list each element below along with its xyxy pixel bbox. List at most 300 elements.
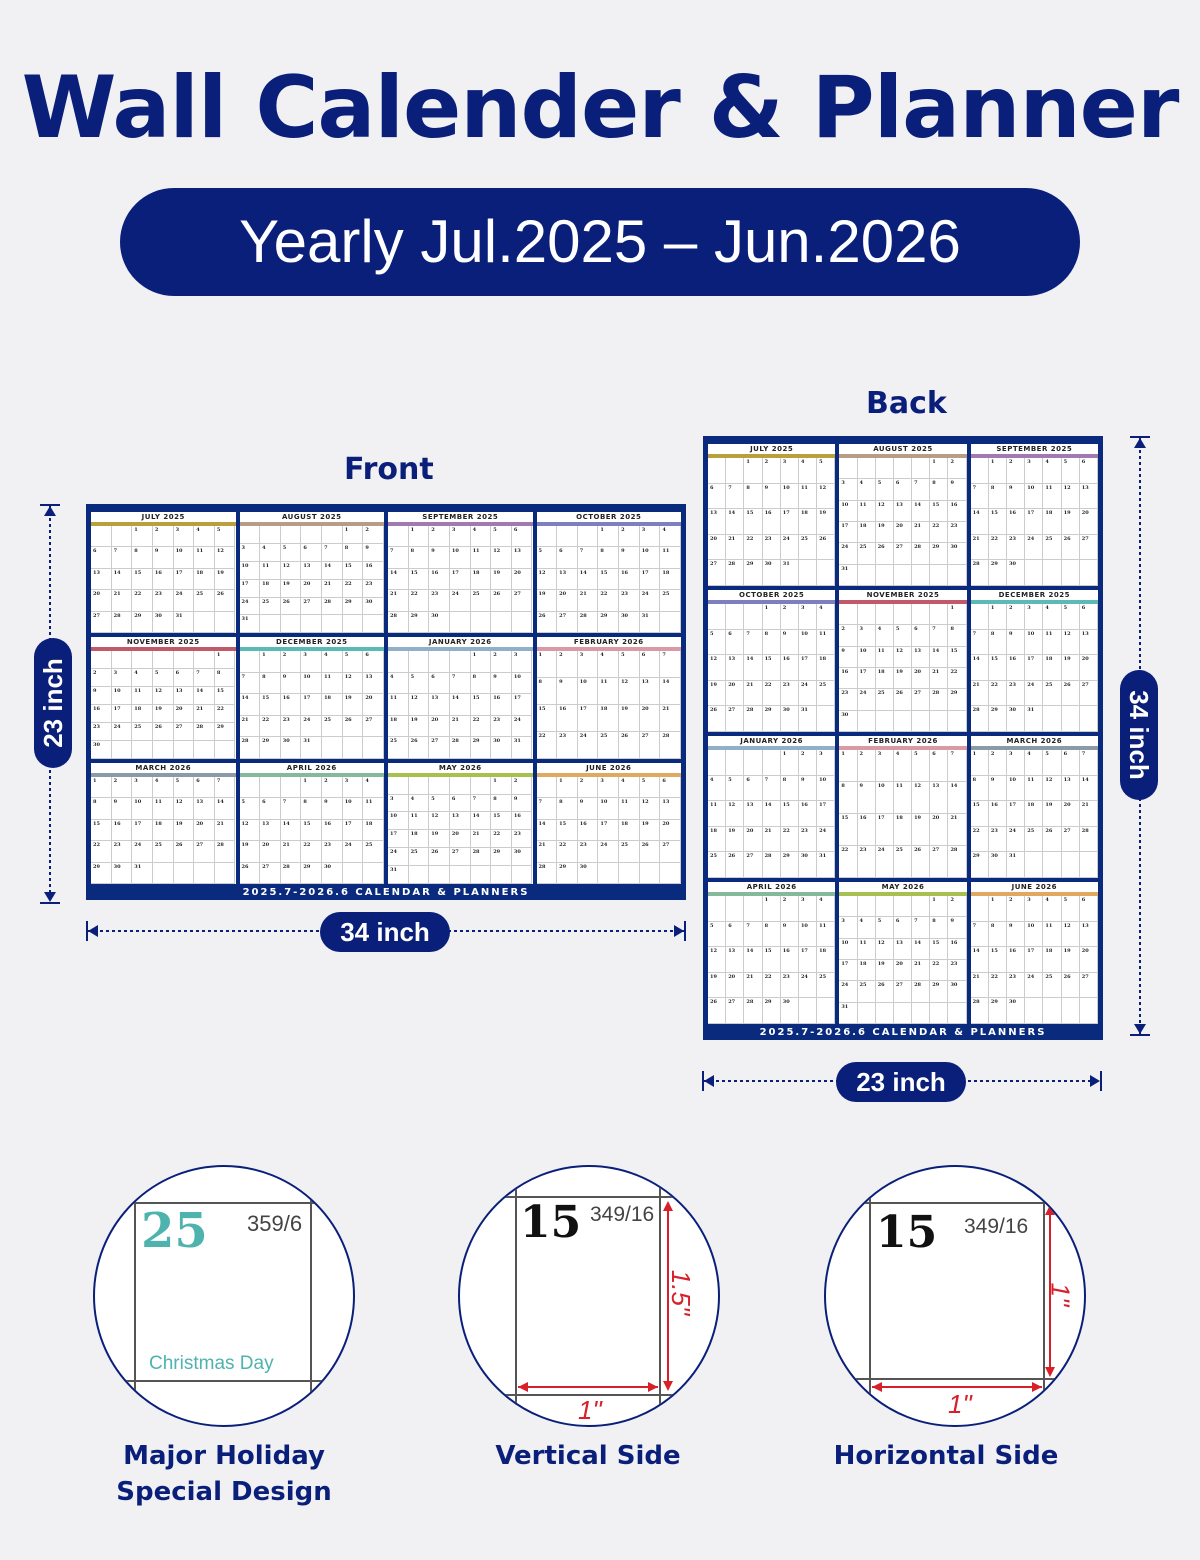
day-cell: 7 <box>660 651 681 678</box>
day-cell: 10 <box>343 798 364 819</box>
day-cell: 22 <box>839 846 857 878</box>
day-cell <box>174 651 195 669</box>
horizontal-bottom-dimension: 1" <box>948 1389 972 1419</box>
day-cell: 6 <box>1062 750 1080 776</box>
day-cell: 9 <box>153 547 174 568</box>
day-cell: 24 <box>388 848 409 866</box>
holiday-caption-line1: Major Holiday <box>123 1441 325 1471</box>
day-cell: 4 <box>388 673 409 694</box>
day-cell: 25 <box>132 723 153 741</box>
day-cell: 8 <box>763 630 781 656</box>
front-month-11 <box>537 763 682 884</box>
day-cell: 19 <box>215 569 236 590</box>
day-cell: 10 <box>799 922 817 948</box>
day-cell: 2 <box>322 777 343 798</box>
day-cell: 28 <box>471 848 492 866</box>
day-cell: 14 <box>450 694 471 715</box>
day-cell: 1 <box>491 777 512 795</box>
day-cell <box>322 615 343 633</box>
day-cell: 8 <box>989 630 1007 656</box>
day-cell: 4 <box>660 526 681 547</box>
day-cell: 16 <box>578 820 599 841</box>
day-cell: 9 <box>429 547 450 568</box>
day-cell: 9 <box>1007 484 1025 510</box>
day-cell <box>876 565 894 586</box>
day-cell: 1 <box>409 526 430 547</box>
day-cell: 16 <box>989 801 1007 827</box>
day-cell: 30 <box>948 981 966 1002</box>
month-name: MAY 2026 <box>438 763 482 772</box>
month-day-grid <box>240 651 385 758</box>
day-cell: 9 <box>799 776 817 802</box>
day-cell: 15 <box>989 947 1007 973</box>
day-cell: 11 <box>799 484 817 510</box>
day-cell: 17 <box>858 668 876 689</box>
day-cell: 11 <box>388 694 409 715</box>
day-cell: 14 <box>322 562 343 580</box>
day-cell: 2 <box>781 604 799 630</box>
day-cell <box>1062 706 1080 732</box>
day-cell: 13 <box>912 647 930 668</box>
front-month-3 <box>537 512 682 633</box>
day-cell: 14 <box>215 798 236 819</box>
day-cell: 10 <box>450 547 471 568</box>
day-cell: 31 <box>174 612 195 633</box>
day-cell: 6 <box>894 479 912 500</box>
day-cell: 17 <box>343 820 364 841</box>
day-cell: 18 <box>153 820 174 841</box>
day-cell: 25 <box>1043 973 1061 999</box>
front-height-label: 23 inch <box>38 658 68 748</box>
day-cell: 14 <box>971 947 989 973</box>
back-month-0 <box>708 444 835 586</box>
day-cell: 3 <box>388 795 409 813</box>
month-name: JULY 2025 <box>141 513 185 521</box>
day-cell: 13 <box>260 820 281 841</box>
front-width-label: 34 inch <box>320 912 450 952</box>
day-cell: 9 <box>948 479 966 500</box>
day-cell: 18 <box>322 694 343 715</box>
day-cell: 29 <box>763 706 781 732</box>
day-cell: 3 <box>240 544 261 562</box>
day-cell: 26 <box>215 590 236 611</box>
day-cell <box>153 741 174 759</box>
day-cell: 28 <box>948 846 966 878</box>
month-name: SEPTEMBER 2025 <box>996 445 1073 453</box>
day-cell: 24 <box>598 841 619 862</box>
day-cell: 26 <box>708 706 726 732</box>
day-cell: 10 <box>578 678 599 705</box>
month-name: FEBRUARY 2026 <box>573 638 644 647</box>
day-cell <box>876 711 894 732</box>
day-cell: 24 <box>240 598 261 616</box>
day-cell: 9 <box>322 798 343 819</box>
day-cell: 29 <box>930 543 948 564</box>
day-cell: 23 <box>153 590 174 611</box>
day-cell <box>112 741 133 759</box>
day-cell: 9 <box>839 647 857 668</box>
day-cell: 21 <box>471 830 492 848</box>
day-cell <box>409 777 430 795</box>
day-cell: 7 <box>578 547 599 568</box>
day-cell: 4 <box>471 526 492 547</box>
day-cell: 24 <box>876 846 894 878</box>
day-cell: 12 <box>817 484 835 510</box>
day-cell: 5 <box>429 795 450 813</box>
day-cell: 8 <box>301 798 322 819</box>
day-cell: 1 <box>598 526 619 547</box>
day-cell: 18 <box>471 569 492 590</box>
month-day-grid <box>388 777 533 884</box>
day-cell: 16 <box>512 812 533 830</box>
day-cell: 16 <box>491 694 512 715</box>
day-cell: 23 <box>112 841 133 862</box>
day-cell: 2 <box>1007 604 1025 630</box>
day-cell: 12 <box>1062 630 1080 656</box>
day-cell: 26 <box>876 543 894 564</box>
day-cell: 3 <box>343 777 364 798</box>
day-cell <box>598 863 619 884</box>
day-cell <box>912 711 930 732</box>
day-cell: 14 <box>1080 776 1098 802</box>
day-cell: 4 <box>1025 750 1043 776</box>
day-cell: 8 <box>132 547 153 568</box>
day-cell: 20 <box>640 705 661 732</box>
day-cell: 1 <box>537 651 558 678</box>
month-name: DECEMBER 2025 <box>998 591 1071 599</box>
day-cell: 24 <box>1007 827 1025 853</box>
day-cell: 9 <box>557 678 578 705</box>
day-cell: 27 <box>1080 973 1098 999</box>
day-cell: 23 <box>799 827 817 853</box>
day-cell: 30 <box>781 998 799 1024</box>
day-cell <box>388 526 409 547</box>
day-cell <box>971 604 989 630</box>
day-cell: 17 <box>112 705 133 723</box>
day-cell: 15 <box>948 647 966 668</box>
day-cell: 2 <box>948 458 966 479</box>
day-cell: 24 <box>450 590 471 611</box>
month-day-grid <box>708 896 835 1024</box>
day-cell: 11 <box>876 647 894 668</box>
day-cell: 11 <box>153 798 174 819</box>
day-cell <box>240 526 261 544</box>
day-cell: 12 <box>1043 776 1061 802</box>
day-cell <box>471 866 492 884</box>
day-cell: 3 <box>174 526 195 547</box>
day-cell: 4 <box>409 795 430 813</box>
day-cell: 3 <box>598 777 619 798</box>
day-cell <box>363 863 384 884</box>
day-cell: 29 <box>744 560 762 586</box>
front-month-9 <box>240 763 385 884</box>
day-cell: 11 <box>660 547 681 568</box>
day-cell <box>240 777 261 798</box>
day-cell: 28 <box>930 689 948 710</box>
day-cell <box>343 615 364 633</box>
day-cell: 11 <box>598 678 619 705</box>
day-cell: 14 <box>194 687 215 705</box>
day-cell <box>912 896 930 917</box>
day-cell: 8 <box>948 625 966 646</box>
day-cell: 20 <box>429 716 450 737</box>
day-cell: 19 <box>876 522 894 543</box>
day-cell: 22 <box>763 973 781 999</box>
back-height-label: 34 inch <box>1124 690 1154 780</box>
day-cell: 17 <box>1007 801 1025 827</box>
day-cell: 27 <box>194 841 215 862</box>
day-cell: 29 <box>260 737 281 758</box>
day-cell: 25 <box>409 848 430 866</box>
day-cell <box>1043 998 1061 1024</box>
day-cell: 12 <box>240 820 261 841</box>
day-cell: 20 <box>660 820 681 841</box>
day-cell: 21 <box>744 681 762 707</box>
day-cell: 7 <box>971 630 989 656</box>
day-cell <box>281 526 302 544</box>
day-cell: 12 <box>429 812 450 830</box>
day-cell: 21 <box>971 535 989 561</box>
day-cell: 19 <box>817 509 835 535</box>
day-cell: 4 <box>153 777 174 798</box>
day-cell: 30 <box>153 612 174 633</box>
day-cell: 19 <box>409 716 430 737</box>
day-cell: 24 <box>781 535 799 561</box>
day-cell: 23 <box>619 590 640 611</box>
day-cell: 11 <box>260 562 281 580</box>
day-cell: 5 <box>409 673 430 694</box>
day-cell: 25 <box>858 981 876 1002</box>
day-cell: 5 <box>894 625 912 646</box>
day-cell: 5 <box>708 630 726 656</box>
day-cell: 27 <box>260 863 281 884</box>
day-cell: 1 <box>260 651 281 672</box>
day-cell: 30 <box>112 863 133 884</box>
day-cell: 13 <box>708 509 726 535</box>
day-cell: 8 <box>537 678 558 705</box>
day-cell: 20 <box>1080 509 1098 535</box>
day-cell: 2 <box>839 625 857 646</box>
front-month-5 <box>240 637 385 758</box>
day-cell: 4 <box>194 526 215 547</box>
day-cell: 29 <box>948 689 966 710</box>
day-cell: 3 <box>817 750 835 776</box>
month-name: MAY 2026 <box>881 883 925 891</box>
day-cell: 25 <box>1043 535 1061 561</box>
vertical-side-dimension: 1.5" <box>666 1269 697 1316</box>
month-day-grid <box>91 651 236 758</box>
day-cell: 7 <box>450 673 471 694</box>
day-cell: 28 <box>215 841 236 862</box>
day-cell: 4 <box>817 604 835 630</box>
day-cell <box>640 863 661 884</box>
day-cell: 3 <box>799 896 817 922</box>
day-cell: 23 <box>281 716 302 737</box>
day-cell: 10 <box>799 630 817 656</box>
day-cell: 28 <box>450 737 471 758</box>
day-cell: 8 <box>763 922 781 948</box>
day-cell: 9 <box>781 922 799 948</box>
month-day-grid <box>971 750 1098 878</box>
day-cell: 23 <box>948 522 966 543</box>
day-cell: 13 <box>450 812 471 830</box>
day-cell: 9 <box>512 795 533 813</box>
day-cell: 15 <box>989 509 1007 535</box>
back-month-1 <box>839 444 966 586</box>
day-cell: 6 <box>1080 896 1098 922</box>
day-cell: 2 <box>512 777 533 795</box>
day-cell <box>281 615 302 633</box>
day-cell: 4 <box>858 479 876 500</box>
day-cell: 15 <box>930 501 948 522</box>
day-cell: 27 <box>708 560 726 586</box>
day-cell <box>858 565 876 586</box>
day-cell: 26 <box>640 841 661 862</box>
day-cell: 27 <box>726 998 744 1024</box>
day-cell <box>174 863 195 884</box>
day-cell: 3 <box>512 651 533 672</box>
day-cell: 8 <box>215 669 236 687</box>
day-cell: 31 <box>817 852 835 878</box>
vertical-bottom-dimension: 1" <box>578 1395 602 1425</box>
day-cell: 16 <box>619 569 640 590</box>
day-cell: 21 <box>763 827 781 853</box>
day-cell: 15 <box>839 814 857 846</box>
day-cell: 12 <box>876 939 894 960</box>
day-cell <box>1062 560 1080 586</box>
day-cell: 25 <box>194 590 215 611</box>
day-cell: 19 <box>726 827 744 853</box>
day-cell: 25 <box>708 852 726 878</box>
horizontal-day-number: 15 <box>876 1207 938 1258</box>
day-cell: 14 <box>578 569 599 590</box>
day-cell <box>112 651 133 669</box>
day-cell: 20 <box>301 580 322 598</box>
day-cell <box>91 526 112 547</box>
day-cell: 26 <box>281 598 302 616</box>
back-month-2 <box>971 444 1098 586</box>
day-cell: 27 <box>429 737 450 758</box>
day-cell <box>619 863 640 884</box>
month-day-grid <box>91 526 236 633</box>
day-cell: 12 <box>619 678 640 705</box>
day-cell: 10 <box>174 547 195 568</box>
day-cell: 7 <box>763 776 781 802</box>
day-cell: 2 <box>619 526 640 547</box>
day-cell <box>839 604 857 625</box>
day-cell: 5 <box>240 798 261 819</box>
day-cell: 11 <box>194 547 215 568</box>
day-cell: 21 <box>948 814 966 846</box>
day-cell: 15 <box>598 569 619 590</box>
day-cell: 20 <box>1062 801 1080 827</box>
day-cell: 22 <box>989 681 1007 707</box>
day-cell: 26 <box>708 998 726 1024</box>
day-cell: 7 <box>726 484 744 510</box>
day-cell: 2 <box>1007 458 1025 484</box>
day-cell: 6 <box>301 544 322 562</box>
front-month-0 <box>91 512 236 633</box>
day-cell: 26 <box>1062 535 1080 561</box>
day-cell: 9 <box>781 630 799 656</box>
day-cell: 27 <box>363 716 384 737</box>
day-cell: 9 <box>858 782 876 814</box>
day-cell: 17 <box>799 947 817 973</box>
day-cell: 22 <box>930 960 948 981</box>
month-day-grid <box>240 526 385 633</box>
day-cell: 14 <box>930 647 948 668</box>
day-cell: 9 <box>948 917 966 938</box>
day-cell <box>363 737 384 758</box>
front-calendar <box>86 504 686 900</box>
month-name: OCTOBER 2025 <box>739 591 805 599</box>
day-cell: 29 <box>930 981 948 1002</box>
day-cell: 28 <box>112 612 133 633</box>
day-cell: 11 <box>858 501 876 522</box>
back-month-4 <box>839 590 966 732</box>
day-cell: 6 <box>640 651 661 678</box>
day-cell: 5 <box>876 479 894 500</box>
front-month-1 <box>240 512 385 633</box>
day-cell: 16 <box>858 814 876 846</box>
day-cell: 3 <box>839 479 857 500</box>
month-name: JANUARY 2026 <box>740 737 804 745</box>
day-cell: 19 <box>537 590 558 611</box>
day-cell <box>260 615 281 633</box>
day-cell: 10 <box>1025 922 1043 948</box>
day-cell: 14 <box>240 694 261 715</box>
day-cell: 11 <box>817 630 835 656</box>
day-cell: 10 <box>240 562 261 580</box>
month-name: SEPTEMBER 2025 <box>422 513 499 521</box>
day-cell: 16 <box>429 569 450 590</box>
day-cell: 21 <box>281 841 302 862</box>
day-cell: 10 <box>781 484 799 510</box>
day-cell: 17 <box>388 830 409 848</box>
day-cell: 20 <box>930 814 948 846</box>
day-cell: 8 <box>930 917 948 938</box>
day-cell: 25 <box>876 689 894 710</box>
day-cell <box>948 565 966 586</box>
day-cell: 9 <box>112 798 133 819</box>
day-cell: 20 <box>894 522 912 543</box>
day-cell: 4 <box>260 544 281 562</box>
day-cell: 5 <box>1062 458 1080 484</box>
day-cell: 18 <box>876 668 894 689</box>
back-month-5 <box>971 590 1098 732</box>
day-cell: 5 <box>912 750 930 782</box>
day-cell: 2 <box>799 750 817 776</box>
day-cell: 21 <box>112 590 133 611</box>
day-cell: 28 <box>388 612 409 633</box>
day-cell: 6 <box>726 630 744 656</box>
day-cell: 3 <box>1025 458 1043 484</box>
day-cell: 24 <box>578 732 599 759</box>
day-cell: 16 <box>1007 509 1025 535</box>
day-cell: 29 <box>343 598 364 616</box>
day-cell: 13 <box>301 562 322 580</box>
day-cell: 30 <box>763 560 781 586</box>
day-cell: 31 <box>512 737 533 758</box>
day-cell: 24 <box>640 590 661 611</box>
day-cell: 17 <box>301 694 322 715</box>
front-month-4 <box>91 637 236 758</box>
day-cell <box>260 526 281 544</box>
day-cell <box>1080 560 1098 586</box>
day-cell: 6 <box>194 777 215 798</box>
day-cell: 5 <box>174 777 195 798</box>
day-cell: 26 <box>1062 973 1080 999</box>
